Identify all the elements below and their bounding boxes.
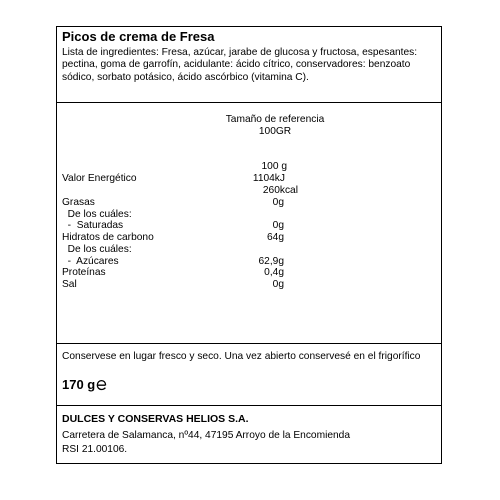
- nutrient-label: Sal: [62, 279, 77, 290]
- nutrient-value: 0g: [272, 197, 284, 208]
- nutrient-value: 0,4g: [264, 267, 284, 278]
- nutrient-value: 64g: [267, 232, 284, 243]
- nutrient-label: Proteínas: [62, 267, 106, 278]
- nutrient-label: De los cuáles:: [62, 209, 132, 220]
- company-rsi: RSI 21.00106.: [62, 444, 128, 455]
- ingredients-list: Lista de ingredientes: Fresa, azúcar, jarabe de glucosa y fructosa, espesantes: pectina, goma de garrofín, acidulante: ácido cítrico, conservadores: benzoato sódico, sorbato potásico, ácido ascórbico (vitamina C).: [62, 47, 418, 83]
- nutrient-label: Grasas: [62, 197, 95, 208]
- nutrition-column-header: 100 g: [261, 161, 287, 172]
- net-weight-value: 170 g: [62, 377, 96, 392]
- nutrient-label: - Azúcares: [62, 256, 119, 267]
- divider-storage: [56, 343, 442, 344]
- product-title: Picos de crema de Fresa: [62, 29, 215, 44]
- nutrient-value: 0g: [272, 220, 284, 231]
- estimated-e-icon: [96, 379, 107, 391]
- energy-label: Valor Energético: [62, 173, 137, 184]
- storage-instructions: Conservese en lugar fresco y seco. Una vez abierto conservesé en el frigorífico: [62, 351, 421, 362]
- energy-kj: 1104kJ: [252, 173, 285, 184]
- company-address: Carretera de Salamanca, nº44, 47195 Arroyo de la Encomienda: [62, 430, 351, 441]
- company-name: DULCES Y CONSERVAS HELIOS S.A.: [62, 413, 249, 425]
- nutrient-label: - Saturadas: [62, 220, 124, 231]
- divider-ingredients: [56, 102, 442, 103]
- reference-size-label: Tamaño de referencia: [225, 114, 325, 125]
- nutrient-label: De los cuáles:: [62, 244, 132, 255]
- nutrient-value: 62,9g: [258, 256, 284, 267]
- nutrient-value: 0g: [272, 279, 284, 290]
- nutrient-label: Hidratos de carbono: [62, 232, 154, 243]
- net-weight: [62, 377, 107, 393]
- energy-kcal: 260kcal: [262, 185, 298, 196]
- reference-size-value: 100GR: [258, 126, 292, 137]
- divider-company: [56, 405, 442, 406]
